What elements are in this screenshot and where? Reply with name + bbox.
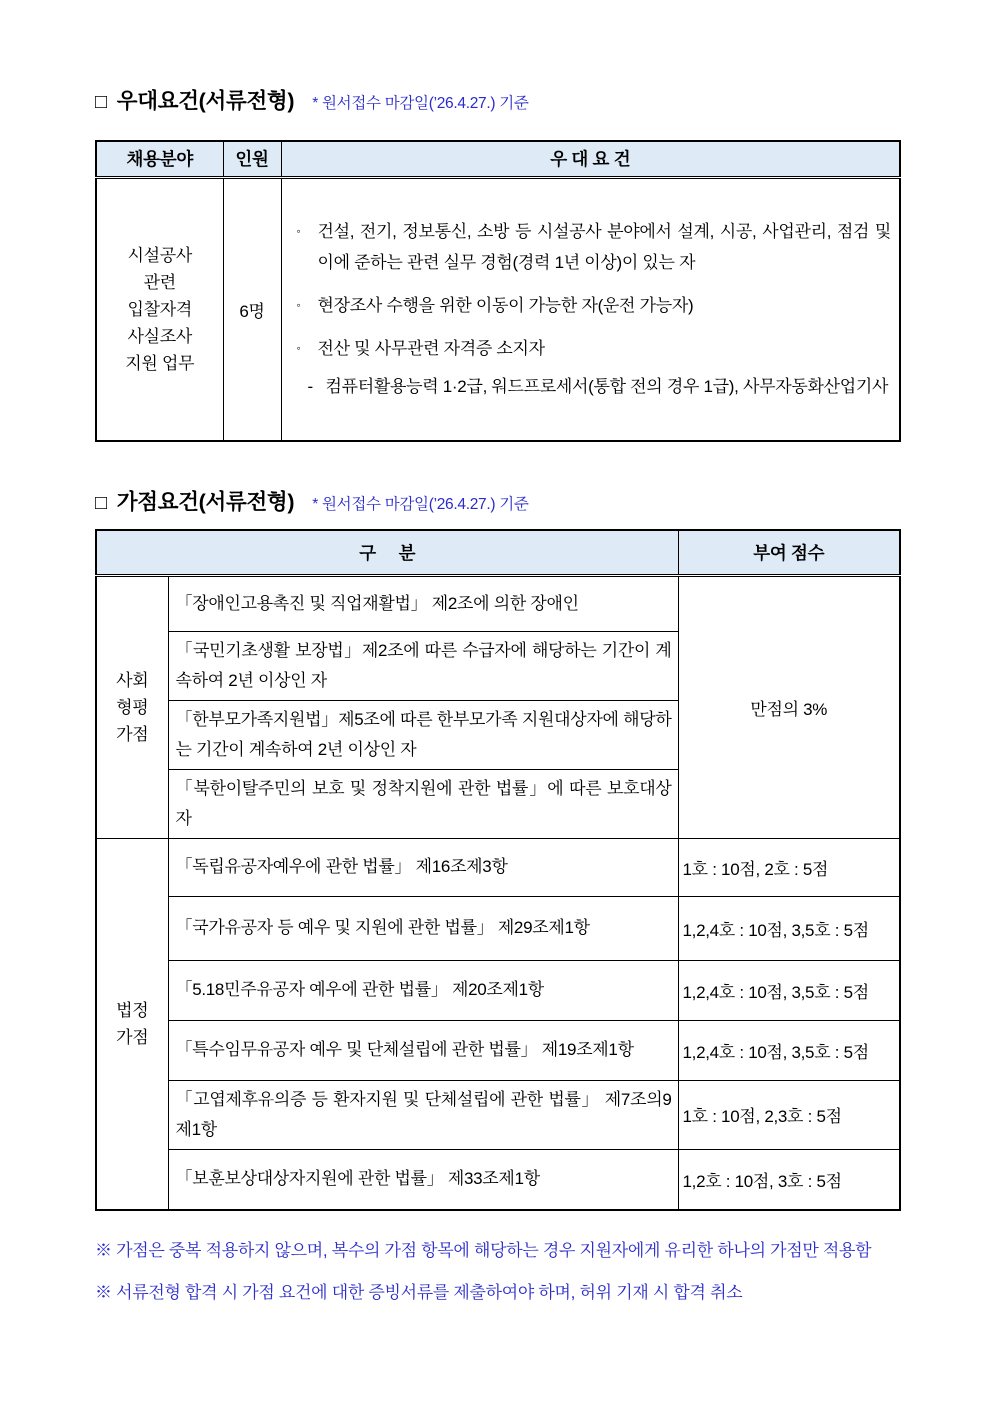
section-title-text: 우대요건(서류전형)	[116, 89, 295, 113]
list-item-text: 전산 및 사무관련 자격증 소지자	[317, 339, 545, 359]
headcount-cell: 6명	[223, 177, 281, 441]
circle-bullet-icon: ◦	[296, 224, 301, 239]
points-cell-merged: 만점의 3%	[678, 575, 900, 838]
section-title-bonus	[95, 487, 899, 518]
list-subitem-text: 컴퓨터활용능력 1·2급, 워드프로세서(통합 전의 경우 1급), 사무자동화산업기사	[325, 377, 889, 397]
criteria-cell: 「5.18민주유공자 예우에 관한 법률」 제20조제1항	[168, 960, 678, 1020]
list-item	[292, 290, 892, 321]
recruit-field-line: 지원 업무	[125, 353, 195, 373]
preferential-items-cell	[281, 177, 900, 441]
criteria-cell: 「북한이탈주민의 보호 및 정착지원에 관한 법률」에 따른 보호대상자	[168, 769, 678, 838]
table-row	[96, 1080, 900, 1149]
col-header-headcount: 인원	[223, 141, 281, 177]
deadline-note: * 원서접수 마감일(’26.4.27.) 기준	[312, 496, 529, 513]
recruit-field-line: 입찰자격	[127, 299, 192, 319]
circle-bullet-icon: ◦	[296, 298, 301, 313]
list-item-text: 현장조사 수행을 위한 이동이 가능한 자(운전 가능자)	[317, 296, 694, 316]
square-bullet-icon: □	[95, 91, 107, 113]
footnote: ※ 가점은 중복 적용하지 않으며, 복수의 가점 항목에 해당하는 경우 지원자에게 유리한 하나의 가점만 적용함	[95, 1241, 872, 1260]
recruit-field-line: 사실조사	[127, 326, 192, 346]
square-bullet-icon: □	[95, 492, 107, 514]
table-row	[96, 1020, 900, 1080]
col-header-category: 구 분	[96, 530, 678, 575]
footnote: ※ 서류전형 합격 시 가점 요건에 대한 증빙서류를 제출하여야 하며, 허위 기재 시 합격 취소	[95, 1283, 743, 1302]
circle-bullet-icon: ◦	[296, 341, 301, 356]
list-subitem	[306, 372, 892, 402]
col-header-preferential: 우 대 요 건	[281, 141, 900, 177]
table-row	[96, 896, 900, 960]
points-cell: 1호 : 10점, 2호 : 5점	[678, 838, 900, 896]
criteria-cell: 「고엽제후유의증 등 환자지원 및 단체설립에 관한 법률」 제7조의9제1항	[168, 1080, 678, 1149]
section-title-text: 가점요건(서류전형)	[116, 490, 295, 514]
points-cell: 1,2호 : 10점, 3호 : 5점	[678, 1149, 900, 1210]
list-item	[292, 333, 892, 364]
table-row	[96, 177, 900, 441]
list-item-text: 건설, 전기, 정보통신, 소방 등 시설공사 분야에서 설계, 시공, 사업관리, 점검 및 이에 준하는 관련 실무 경험(경력 1년 이상)이 있는 자	[317, 222, 891, 273]
footnotes	[95, 1238, 899, 1305]
table-row	[96, 838, 900, 896]
points-cell: 1,2,4호 : 10점, 3,5호 : 5점	[678, 960, 900, 1020]
bonus-points-table	[95, 529, 901, 1211]
table-header-row	[96, 530, 900, 575]
points-cell: 1,2,4호 : 10점, 3,5호 : 5점	[678, 896, 900, 960]
recruit-field-line: 시설공사	[127, 245, 192, 265]
points-cell: 1호 : 10점, 2,3호 : 5점	[678, 1080, 900, 1149]
col-header-recruit-field: 채용분야	[96, 141, 223, 177]
dash-bullet-icon: -	[307, 377, 313, 397]
deadline-note: * 원서접수 마감일(’26.4.27.) 기준	[312, 95, 529, 112]
section-title-preferential	[95, 86, 899, 117]
criteria-cell: 「국민기초생활 보장법」제2조에 따른 수급자에 해당하는 기간이 계속하여 2년 이상인 자	[168, 631, 678, 700]
criteria-cell: 「보훈보상대상자지원에 관한 법률」 제33조제1항	[168, 1149, 678, 1210]
criteria-cell: 「독립유공자예우에 관한 법률」 제16조제3항	[168, 838, 678, 896]
criteria-cell: 「장애인고용촉진 및 직업재활법」 제2조에 의한 장애인	[168, 575, 678, 631]
criteria-cell: 「국가유공자 등 예우 및 지원에 관한 법률」 제29조제1항	[168, 896, 678, 960]
table-row	[96, 1149, 900, 1210]
list-item	[292, 216, 892, 278]
table-row	[96, 575, 900, 631]
group-label-statutory: 법정 가점	[96, 838, 168, 1210]
col-header-points: 부여 점수	[678, 530, 900, 575]
group-label-social-equity: 사회 형평 가점	[96, 575, 168, 838]
table-header-row	[96, 141, 900, 177]
preferential-requirements-table	[95, 140, 901, 442]
recruit-field-line: 관련	[143, 272, 176, 292]
criteria-cell: 「한부모가족지원법」제5조에 따른 한부모가족 지원대상자에 해당하는 기간이 계속하여 2년 이상인 자	[168, 700, 678, 769]
criteria-cell: 「특수임무유공자 예우 및 단체설립에 관한 법률」 제19조제1항	[168, 1020, 678, 1080]
points-cell: 1,2,4호 : 10점, 3,5호 : 5점	[678, 1020, 900, 1080]
recruit-field-cell	[96, 177, 223, 441]
table-row	[96, 960, 900, 1020]
